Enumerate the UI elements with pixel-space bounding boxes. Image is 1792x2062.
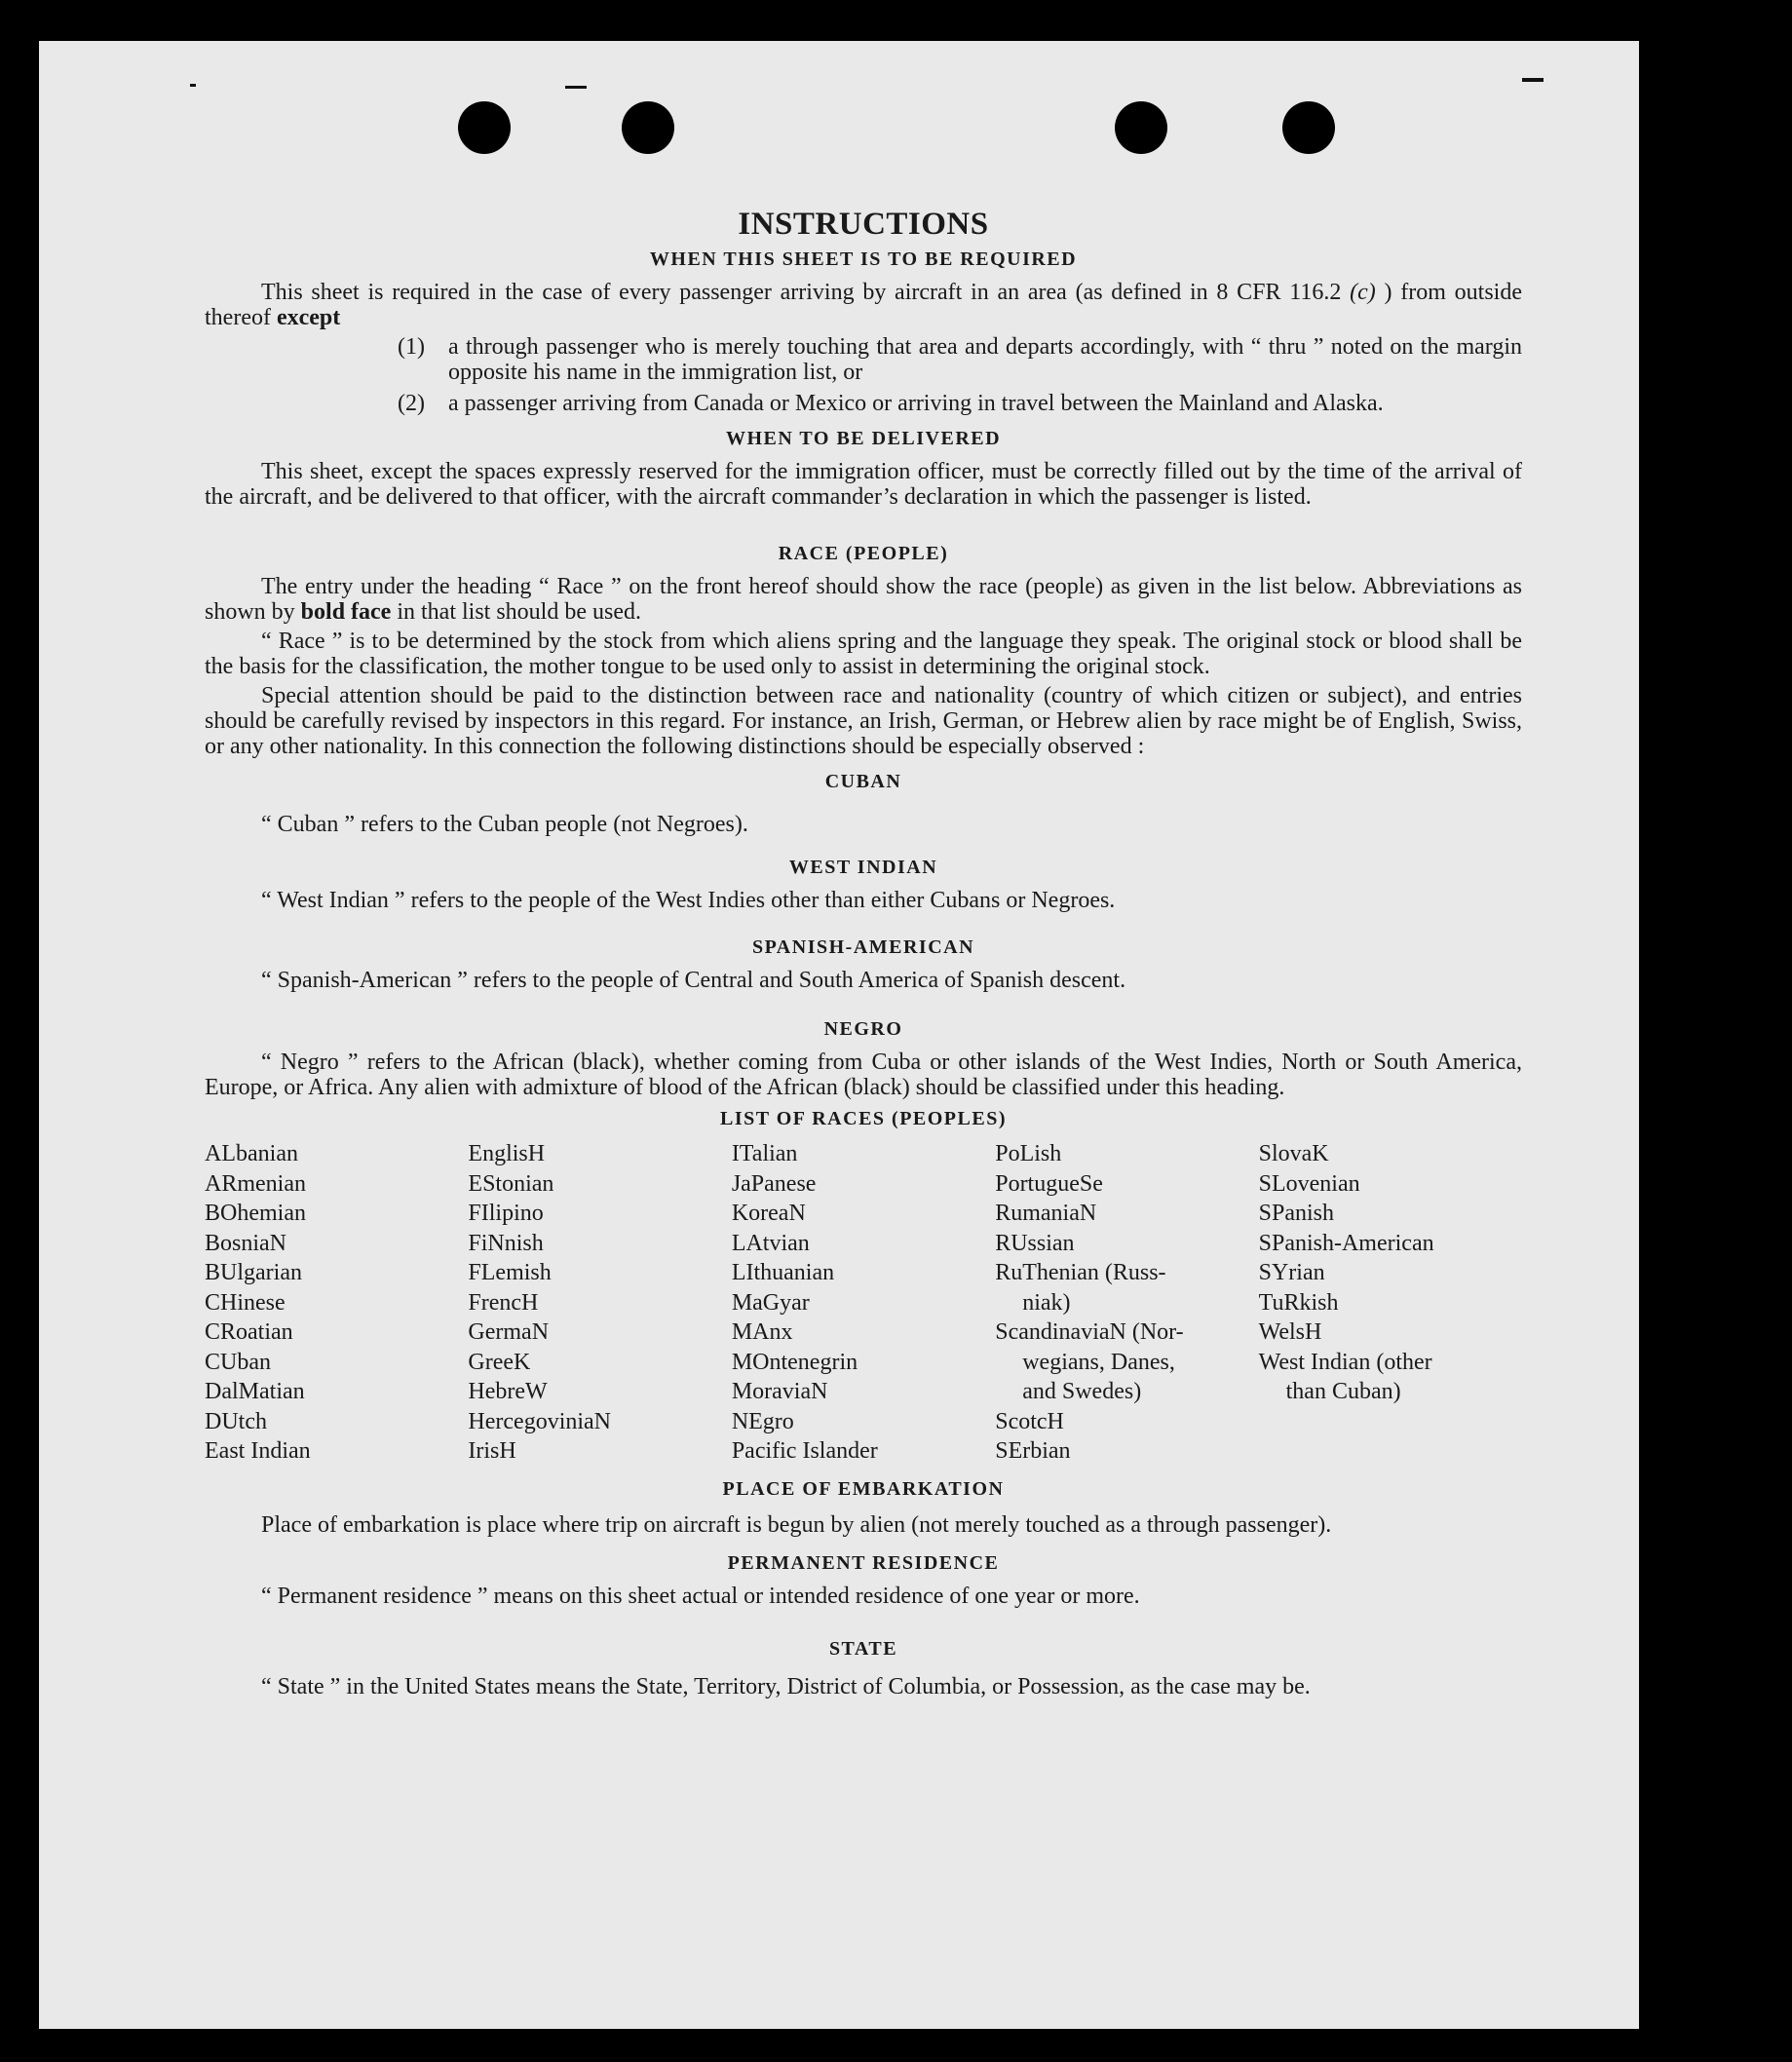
race-item: West Indian (other [1258, 1349, 1432, 1375]
races-column-4 [995, 1139, 1258, 1467]
race-paragraph-2: “ Race ” is to be determined by the stock from which aliens spring and the language they speak. The original stock or blood shall be the basis for the classification, the mother tongue to be used only to assist in determining the original stock. [205, 629, 1522, 679]
race-item: FIlipino [468, 1201, 544, 1226]
race-item: SlovaK [1258, 1141, 1329, 1166]
race-item: East Indian [205, 1438, 311, 1464]
ink-speck [190, 84, 196, 87]
race-item: FiNnish [468, 1230, 544, 1256]
heading-embarkation: PLACE OF EMBARKATION [722, 1477, 1005, 1500]
punch-hole [622, 101, 674, 154]
item-text: a passenger arriving from Canada or Mexico or arriving in travel between the Mainland and Alaska. [448, 391, 1384, 416]
heading-delivered: WHEN TO BE DELIVERED [725, 428, 1002, 449]
race-item: SYrian [1258, 1260, 1325, 1285]
race-item: CRoatian [205, 1319, 293, 1345]
document-page [39, 41, 1639, 2029]
race-item: HercegoviniaN [468, 1408, 612, 1434]
negro-text: “ Negro ” refers to the African (black), whether coming from Cuba or other islands of the West Indies, North or South America, Europe, or Africa. Any alien with admixture of blood of the African (black) should be classified under this heading. [205, 1050, 1522, 1100]
race-item: FrencH [468, 1289, 539, 1316]
race-item: JaPanese [731, 1170, 817, 1197]
race-item: ARmenian [205, 1170, 306, 1197]
race-item: SErbian [995, 1438, 1071, 1464]
race-item: LIthuanian [731, 1260, 835, 1285]
race-item: PoLish [995, 1141, 1062, 1166]
race-item: MaGyar [731, 1289, 810, 1316]
race-item: PortugueSe [995, 1170, 1103, 1197]
race-item: than Cuban) [1285, 1379, 1401, 1404]
race-item: Pacific Islander [731, 1438, 878, 1464]
heading-west-indian: WEST INDIAN [788, 857, 938, 878]
race-item: niak) [1022, 1289, 1071, 1316]
heading-residence: PERMANENT RESIDENCE [727, 1551, 1000, 1574]
item-number: (1) [398, 334, 425, 360]
races-table [205, 1139, 1522, 1467]
race-item: DUtch [205, 1408, 267, 1434]
heading-required: WHEN THIS SHEET IS TO BE REQUIRED [649, 248, 1078, 270]
exception-item-1 [205, 334, 1522, 385]
race-item: EnglisH [468, 1141, 546, 1166]
race-item: HebreW [468, 1379, 548, 1404]
race-item: ITalian [731, 1141, 798, 1166]
required-intro: This sheet is required in the case of every passenger arriving by aircraft in an area (as defined in 8 CFR 116.2 (c) ) from outside thereof except [205, 280, 1522, 330]
heading-spanish-american: SPANISH-AMERICAN [751, 936, 975, 958]
race-item: wegians, Danes, [1022, 1349, 1175, 1375]
race-item: BOhemian [205, 1201, 306, 1226]
cuban-text: “ Cuban ” refers to the Cuban people (not Negroes). [261, 812, 748, 837]
races-column-2 [468, 1139, 731, 1467]
ink-speck [565, 86, 587, 89]
spanish-american-text: “ Spanish-American ” refers to the people of Central and South America of Spanish descent. [261, 968, 1126, 993]
race-item: BosniaN [205, 1230, 286, 1256]
heading-race: RACE (PEOPLE) [778, 543, 949, 564]
race-item: GreeK [468, 1349, 531, 1375]
heading-state: STATE [828, 1637, 898, 1660]
race-item: BUlgarian [205, 1260, 302, 1285]
punch-hole [1115, 101, 1167, 154]
race-item: CHinese [205, 1289, 286, 1316]
state-text: “ State ” in the United States means the State, Territory, District of Columbia, or Possession, as the case may be. [261, 1673, 1311, 1699]
race-item: MoraviaN [731, 1379, 828, 1404]
races-column-1 [205, 1139, 468, 1467]
residence-text: “ Permanent residence ” means on this sheet actual or intended residence of one year or more. [261, 1583, 1140, 1609]
race-item: WelsH [1258, 1319, 1322, 1345]
heading-races-list: LIST OF RACES (PEOPLES) [719, 1108, 1007, 1129]
race-item: ScandinaviaN (Nor- [995, 1319, 1184, 1345]
race-paragraph-1: The entry under the heading “ Race ” on the front hereof should show the race (people) as given in the list below. Abbreviations as shown by bold face in that list should be used. [205, 574, 1522, 625]
race-item: and Swedes) [1022, 1379, 1142, 1404]
race-item: SPanish [1258, 1201, 1334, 1226]
race-item: LAtvian [731, 1230, 810, 1256]
race-item: EStonian [468, 1170, 554, 1197]
race-item: ALbanian [205, 1141, 298, 1166]
west-indian-text: “ West Indian ” refers to the people of the West Indies other than either Cubans or Negroes. [261, 888, 1116, 913]
heading-cuban: CUBAN [824, 771, 902, 792]
race-item: CUban [205, 1349, 271, 1375]
race-item: IrisH [468, 1438, 516, 1464]
race-item: FLemish [468, 1260, 552, 1285]
item-number: (2) [398, 391, 425, 416]
instructions-body [205, 207, 1522, 1708]
race-item: RuThenian (Russ- [995, 1260, 1166, 1285]
ink-speck [1522, 78, 1544, 82]
race-item: RUssian [995, 1230, 1075, 1256]
races-column-3 [732, 1139, 995, 1467]
race-item: MOntenegrin [731, 1349, 858, 1375]
race-item: MAnx [731, 1319, 793, 1345]
page-title: INSTRUCTIONS [738, 207, 989, 242]
race-item: RumaniaN [995, 1201, 1097, 1226]
punch-hole [458, 101, 511, 154]
race-item: KoreaN [731, 1201, 806, 1226]
heading-negro: NEGRO [823, 1018, 903, 1040]
race-item: DalMatian [205, 1379, 305, 1404]
race-paragraph-3: Special attention should be paid to the distinction between race and nationality (country of which citizen or subject), and entries should be carefully revised by inspectors in this regard. For instance, an Irish, German, or Hebrew alien by race might be of English, Swiss, or any other nationality. In this connection the following distinctions should be especially observed : [205, 683, 1522, 759]
race-item: SLovenian [1258, 1170, 1360, 1197]
race-item: ScotcH [995, 1408, 1064, 1434]
race-item: TuRkish [1258, 1289, 1339, 1316]
exception-item-2 [205, 391, 1522, 416]
punch-hole [1282, 101, 1335, 154]
embarkation-text: Place of embarkation is place where trip on aircraft is begun by alien (not merely touched as a through passenger). [261, 1511, 1332, 1538]
delivered-text: This sheet, except the spaces expressly reserved for the immigration officer, must be correctly filled out by the time of the arrival of the aircraft, and be delivered to that officer, with the aircraft commander’s declaration in which the passenger is listed. [205, 459, 1522, 510]
races-column-5 [1259, 1139, 1522, 1467]
race-item: GermaN [468, 1319, 550, 1345]
race-item: SPanish-American [1258, 1230, 1434, 1256]
item-text: a through passenger who is merely touching that area and departs accordingly, with “ thru ” noted on the margin opposite his name in the immigration list, or [448, 334, 1522, 385]
race-item: NEgro [731, 1408, 794, 1434]
